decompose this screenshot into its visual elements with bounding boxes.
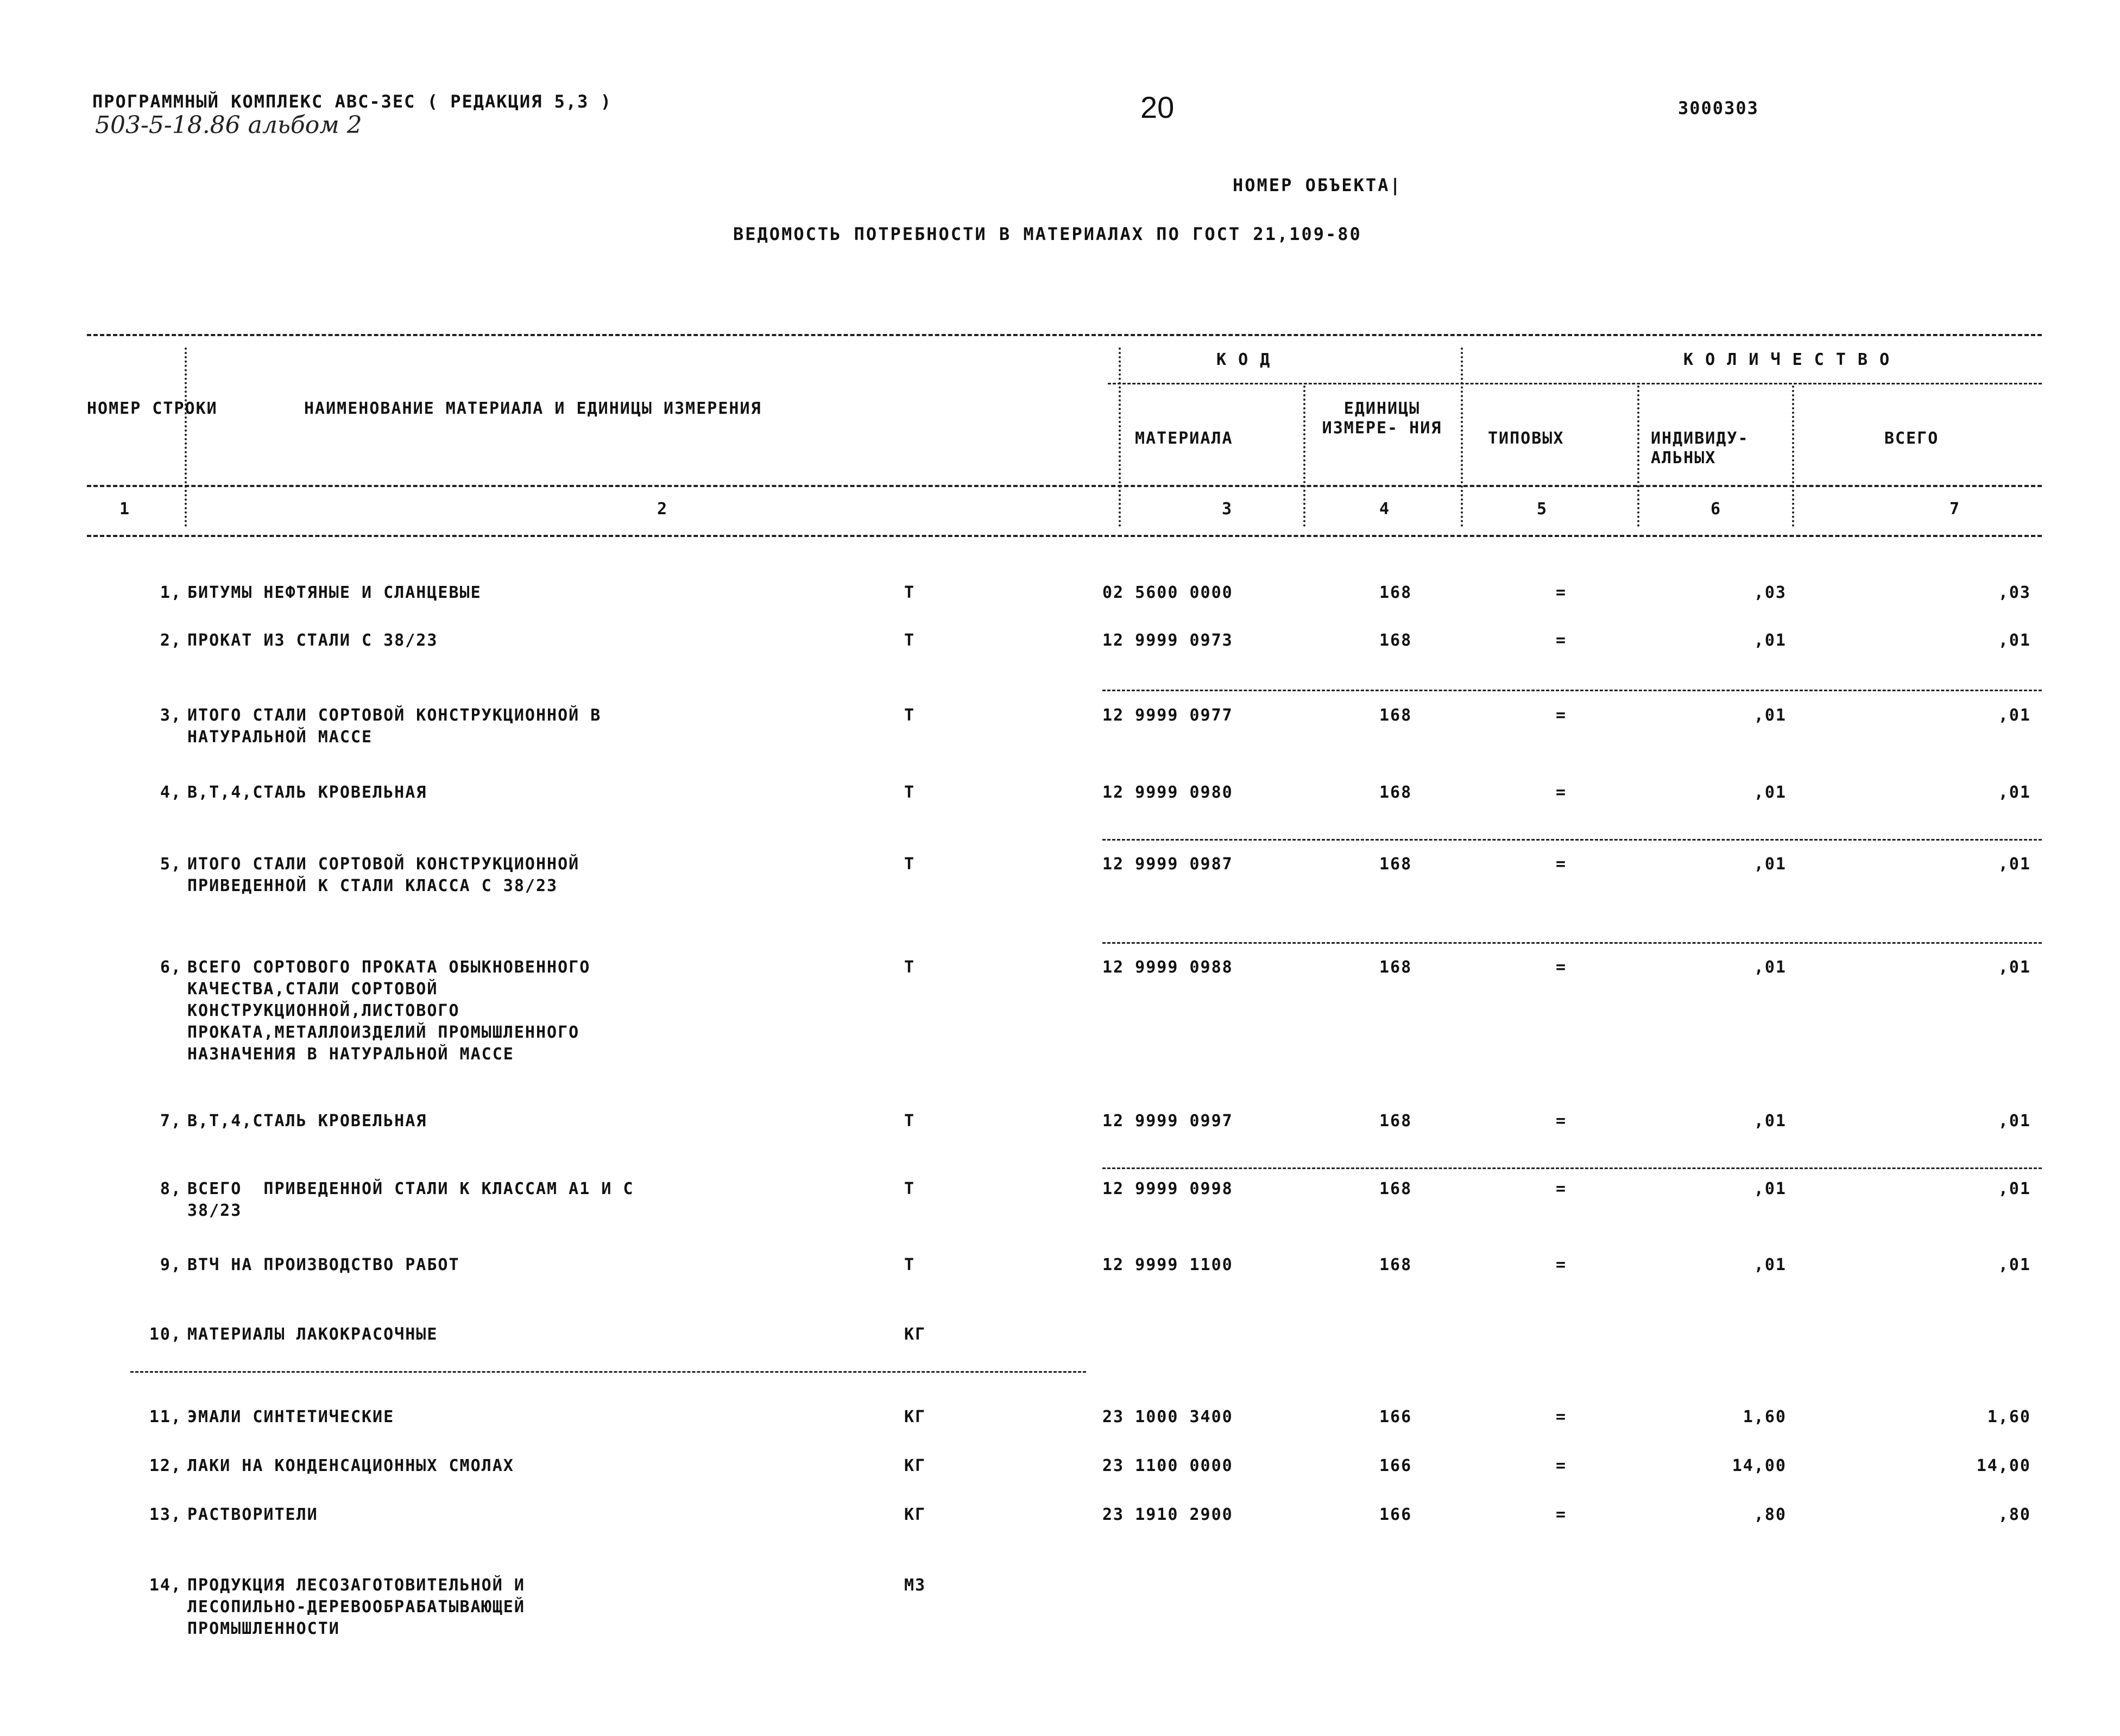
material-name: В,Т,4,СТАЛЬ КРОВЕЛЬНАЯ bbox=[187, 1112, 427, 1131]
header-total: ВСЕГО bbox=[1884, 429, 1939, 448]
individual-qty: ,01 bbox=[1753, 1255, 1787, 1274]
unit-label: Т bbox=[904, 706, 916, 725]
unit-label: Т bbox=[904, 855, 916, 874]
unit-label: Т bbox=[904, 958, 916, 977]
colnum-1: 1 bbox=[119, 500, 131, 519]
total-qty: ,01 bbox=[1998, 1255, 2031, 1274]
header-quantity-group: К О Л И Ч Е С Т В О bbox=[1683, 350, 1891, 369]
col-divider bbox=[1792, 386, 1794, 527]
col-divider bbox=[1461, 348, 1463, 527]
page-number: 20 bbox=[1140, 90, 1175, 124]
row-number: 10, bbox=[149, 1325, 182, 1344]
typical-qty: = bbox=[1556, 855, 1567, 874]
typical-qty: = bbox=[1556, 783, 1567, 802]
row-number: 4, bbox=[160, 783, 182, 802]
material-name: ПРОДУКЦИЯ ЛЕСОЗАГОТОВИТЕЛЬНОЙ И ЛЕСОПИЛЬНО-ДЕРЕВООБРАБАТЫВАЮЩЕЙ ПРОМЫШЛЕННОСТИ bbox=[187, 1576, 525, 1638]
header-code-group: К О Д bbox=[1216, 350, 1271, 369]
individual-qty: ,01 bbox=[1753, 1179, 1787, 1198]
row-number: 1, bbox=[160, 583, 182, 602]
individual-qty: ,80 bbox=[1753, 1505, 1787, 1524]
material-name: ИТОГО СТАЛИ СОРТОВОЙ КОНСТРУКЦИОННОЙ ПРИВЕДЕННОЙ К СТАЛИ КЛАССА С 38/23 bbox=[187, 855, 580, 895]
total-qty: ,01 bbox=[1998, 631, 2031, 650]
col-divider bbox=[1119, 348, 1121, 527]
total-qty: ,80 bbox=[1998, 1505, 2031, 1524]
header-material-name: НАИМЕНОВАНИЕ МАТЕРИАЛА И ЕДИНИЦЫ ИЗМЕРЕНИЯ bbox=[304, 399, 762, 418]
unit-code: 168 bbox=[1379, 631, 1412, 650]
colnum-6: 6 bbox=[1711, 500, 1722, 519]
total-qty: 14,00 bbox=[1976, 1456, 2031, 1475]
individual-qty: 1,60 bbox=[1743, 1407, 1787, 1426]
total-qty: ,01 bbox=[1998, 706, 2031, 725]
colnum-5: 5 bbox=[1537, 500, 1548, 519]
material-name: ЛАКИ НА КОНДЕНСАЦИОННЫХ СМОЛАХ bbox=[187, 1456, 514, 1475]
typical-qty: = bbox=[1556, 1255, 1567, 1274]
unit-code: 168 bbox=[1379, 1179, 1412, 1198]
colnum-3: 3 bbox=[1222, 500, 1233, 519]
individual-qty: ,01 bbox=[1753, 1112, 1787, 1131]
material-name: РАСТВОРИТЕЛИ bbox=[187, 1505, 318, 1524]
unit-label: КГ bbox=[904, 1325, 926, 1344]
unit-code: 168 bbox=[1379, 706, 1412, 725]
total-qty: ,01 bbox=[1998, 1112, 2031, 1131]
typical-qty: = bbox=[1556, 1456, 1567, 1475]
col-divider bbox=[1637, 386, 1639, 527]
individual-qty: ,01 bbox=[1753, 631, 1787, 650]
col-divider bbox=[1303, 386, 1305, 527]
unit-label: КГ bbox=[904, 1456, 926, 1475]
row-separator bbox=[1102, 839, 2042, 841]
unit-code: 168 bbox=[1379, 583, 1412, 602]
unit-label: Т bbox=[904, 631, 916, 650]
header-group-divider bbox=[1108, 383, 2042, 384]
material-code: 12 9999 0987 bbox=[1102, 855, 1233, 874]
material-code: 12 9999 0998 bbox=[1102, 1179, 1233, 1198]
material-name: ВСЕГО СОРТОВОГО ПРОКАТА ОБЫКНОВЕННОГО КАЧЕСТВА,СТАЛИ СОРТОВОЙ КОНСТРУКЦИОННОЙ,ЛИСТОВОГО ПРОКАТА,МЕТАЛЛОИЗДЕЛИЙ ПРОМЫШЛЕННОГО НАЗНАЧЕНИЯ В НАТУРАЛЬНОЙ МАССЕ bbox=[187, 958, 591, 1064]
header-material-code: МАТЕРИАЛА bbox=[1135, 429, 1233, 448]
material-name: ВТЧ НА ПРОИЗВОДСТВО РАБОТ bbox=[187, 1255, 460, 1274]
row-separator bbox=[1102, 690, 2042, 691]
material-code: 12 9999 0988 bbox=[1102, 958, 1233, 977]
individual-qty: ,01 bbox=[1753, 706, 1787, 725]
typical-qty: = bbox=[1556, 1179, 1567, 1198]
handwritten-note: 503-5-18.86 альбом 2 bbox=[95, 111, 362, 139]
typical-qty: = bbox=[1556, 1112, 1567, 1131]
col-divider bbox=[185, 348, 187, 527]
header-unit-code: ЕДИНИЦЫ ИЗМЕРЕ- НИЯ bbox=[1322, 399, 1442, 438]
row-number: 7, bbox=[160, 1112, 182, 1131]
header-bottom-border bbox=[87, 485, 2042, 487]
total-qty: ,01 bbox=[1998, 1179, 2031, 1198]
individual-qty: ,01 bbox=[1753, 855, 1787, 874]
typical-qty: = bbox=[1556, 958, 1567, 977]
unit-code: 166 bbox=[1379, 1407, 1412, 1426]
row-number: 6, bbox=[160, 958, 182, 977]
unit-code: 168 bbox=[1379, 783, 1412, 802]
material-name: ВСЕГО ПРИВЕДЕННОЙ СТАЛИ К КЛАССАМ А1 И С 38/23 bbox=[187, 1179, 634, 1220]
unit-label: Т bbox=[904, 783, 916, 802]
unit-label: Т bbox=[904, 1255, 916, 1274]
row-number: 11, bbox=[149, 1407, 182, 1426]
row-separator bbox=[130, 1371, 1086, 1373]
material-code: 12 9999 0980 bbox=[1102, 783, 1233, 802]
colnum-2: 2 bbox=[657, 500, 668, 519]
material-code: 23 1000 3400 bbox=[1102, 1407, 1233, 1426]
header-typical: ТИПОВЫХ bbox=[1488, 429, 1564, 448]
material-name: В,Т,4,СТАЛЬ КРОВЕЛЬНАЯ bbox=[187, 783, 427, 802]
material-name: ЭМАЛИ СИНТЕТИЧЕСКИЕ bbox=[187, 1407, 395, 1426]
unit-label: КГ bbox=[904, 1407, 926, 1426]
material-name: ПРОКАТ ИЗ СТАЛИ С 38/23 bbox=[187, 631, 438, 650]
typical-qty: = bbox=[1556, 1505, 1567, 1524]
colnum-bottom-border bbox=[87, 535, 2042, 537]
material-name: БИТУМЫ НЕФТЯНЫЕ И СЛАНЦЕВЫЕ bbox=[187, 583, 482, 602]
material-code: 12 9999 0997 bbox=[1102, 1112, 1233, 1131]
colnum-4: 4 bbox=[1379, 500, 1391, 519]
header-individual: ИНДИВИДУ- АЛЬНЫХ bbox=[1651, 429, 1749, 468]
total-qty: ,01 bbox=[1998, 855, 2031, 874]
table-top-border bbox=[87, 334, 2042, 336]
individual-qty: ,01 bbox=[1753, 958, 1787, 977]
unit-code: 166 bbox=[1379, 1456, 1412, 1475]
material-code: 12 9999 1100 bbox=[1102, 1255, 1233, 1274]
typical-qty: = bbox=[1556, 631, 1567, 650]
individual-qty: 14,00 bbox=[1732, 1456, 1787, 1475]
document-title: ВЕДОМОСТЬ ПОТРЕБНОСТИ В МАТЕРИАЛАХ ПО ГОСТ 21,109-80 bbox=[733, 224, 1362, 244]
total-qty: ,01 bbox=[1998, 783, 2031, 802]
unit-code: 166 bbox=[1379, 1505, 1412, 1524]
row-number: 2, bbox=[160, 631, 182, 650]
header-row-number: НОМЕР СТРОКИ bbox=[87, 399, 218, 418]
unit-label: Т bbox=[904, 583, 916, 602]
material-name: ИТОГО СТАЛИ СОРТОВОЙ КОНСТРУКЦИОННОЙ В НАТУРАЛЬНОЙ МАССЕ bbox=[187, 706, 602, 747]
material-code: 02 5600 0000 bbox=[1102, 583, 1233, 602]
typical-qty: = bbox=[1556, 583, 1567, 602]
row-number: 13, bbox=[149, 1505, 182, 1524]
individual-qty: ,03 bbox=[1753, 583, 1787, 602]
material-code: 12 9999 0973 bbox=[1102, 631, 1233, 650]
row-separator bbox=[1102, 1167, 2042, 1169]
unit-code: 168 bbox=[1379, 1255, 1412, 1274]
object-number-label: НОМЕР ОБЪЕКТА| bbox=[1233, 175, 1402, 195]
unit-label: Т bbox=[904, 1112, 916, 1131]
unit-label: М3 bbox=[904, 1576, 926, 1595]
individual-qty: ,01 bbox=[1753, 783, 1787, 802]
material-code: 23 1910 2900 bbox=[1102, 1505, 1233, 1524]
row-number: 8, bbox=[160, 1179, 182, 1198]
material-code: 12 9999 0977 bbox=[1102, 706, 1233, 725]
unit-code: 168 bbox=[1379, 855, 1412, 874]
colnum-7: 7 bbox=[1949, 500, 1961, 519]
row-number: 9, bbox=[160, 1255, 182, 1274]
row-number: 5, bbox=[160, 855, 182, 874]
material-code: 23 1100 0000 bbox=[1102, 1456, 1233, 1475]
row-number: 3, bbox=[160, 706, 182, 725]
total-qty: ,01 bbox=[1998, 958, 2031, 977]
unit-code: 168 bbox=[1379, 1112, 1412, 1131]
unit-code: 168 bbox=[1379, 958, 1412, 977]
typical-qty: = bbox=[1556, 706, 1567, 725]
document-code: 3000303 bbox=[1678, 98, 1759, 118]
program-header: ПРОГРАММНЫЙ КОМПЛЕКС АВС-3ЕС ( РЕДАКЦИЯ 5,3 ) bbox=[92, 91, 612, 112]
unit-label: КГ bbox=[904, 1505, 926, 1524]
typical-qty: = bbox=[1556, 1407, 1567, 1426]
row-number: 14, bbox=[149, 1576, 182, 1595]
row-separator bbox=[1102, 942, 2042, 944]
total-qty: ,03 bbox=[1998, 583, 2031, 602]
row-number: 12, bbox=[149, 1456, 182, 1475]
total-qty: 1,60 bbox=[1987, 1407, 2031, 1426]
unit-label: Т bbox=[904, 1179, 916, 1198]
material-name: МАТЕРИАЛЫ ЛАКОКРАСОЧНЫЕ bbox=[187, 1325, 438, 1344]
